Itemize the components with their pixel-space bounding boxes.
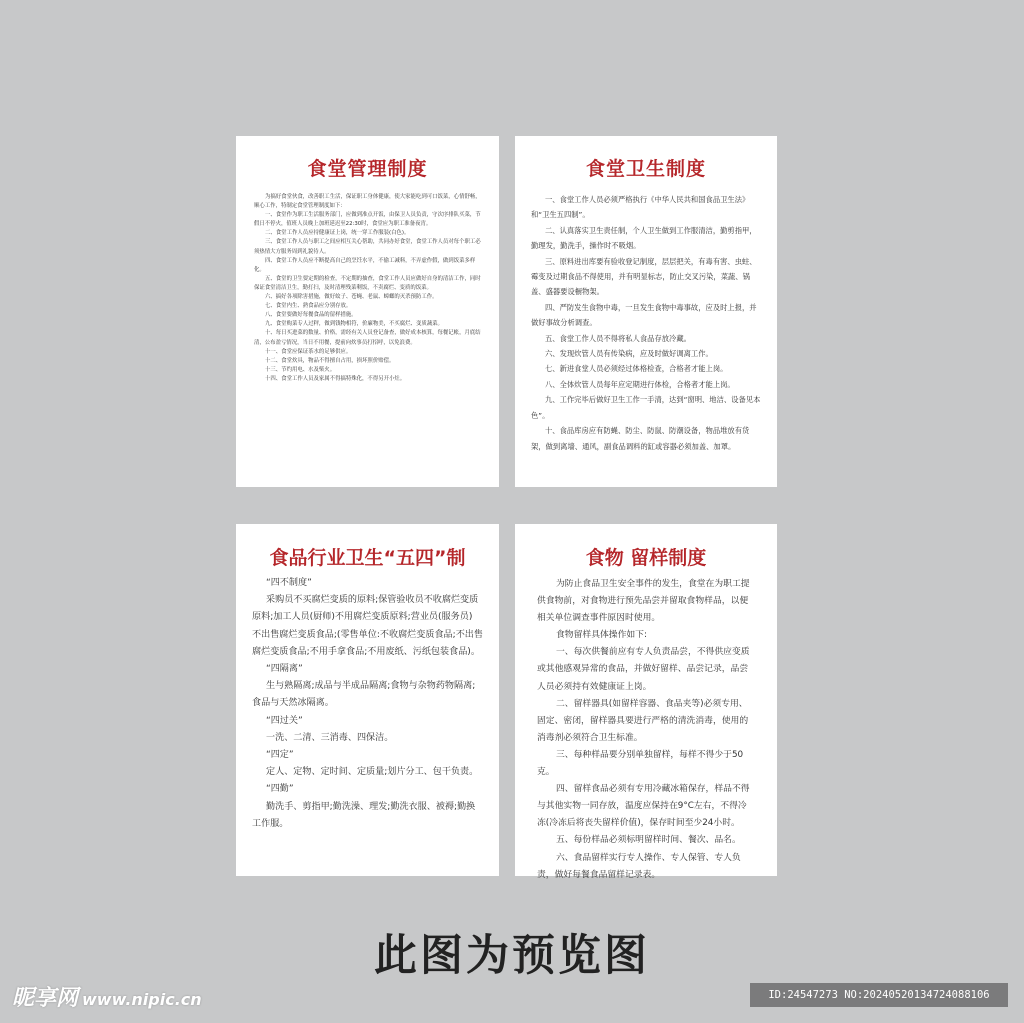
- paragraph: 九、食堂购菜专人过秤，做到钱物相符，价廉物美，不买腐烂、变质蔬菜。: [265, 321, 443, 328]
- paragraph: 十一、食堂应保证茶水的足够供应。: [265, 348, 352, 355]
- paragraph: 二、认真落实卫生责任制，个人卫生做到工作服清洁，勤剪指甲，勤理发，勤洗手，操作时不吸烟。: [531, 225, 757, 251]
- paragraph: “四不制度”: [266, 578, 312, 588]
- paragraph: 六、发现炊管人员有传染病，应及时做好调离工作。: [545, 349, 713, 359]
- paragraph: 六、食品留样实行专人操作、专人保管、专人负责，做好每餐食品留样记录表。: [537, 852, 741, 880]
- preview-caption: 此图为预览图: [374, 931, 650, 981]
- panel-food-industry-five-four: [236, 524, 499, 876]
- panel-title: 食品行业卫生“五四”制: [269, 547, 466, 569]
- panel-body: [252, 575, 483, 833]
- paragraph: 十、食品库房应有防蝇、防尘、防鼠、防潮设备，物品堆放有货架，做到离墙、通风，副食品调料的缸或容器必须加盖、加罩。: [531, 426, 750, 451]
- panel-title: 食堂卫生制度: [585, 158, 706, 180]
- panel-title: 食物 留样制度: [585, 547, 707, 569]
- paragraph: 一、食堂工作人员必须严格执行《中华人民共和国食品卫生法》和“卫生五四制”。: [531, 195, 750, 220]
- paragraph: 三、原料进出库要有验收登记制度，层层把关，有毒有害、虫蛀、霉变及过期食品不得使用，并有明显标志，防止交叉污染，菜蔬、锅盖、盛器要设橱物架。: [531, 256, 757, 297]
- paragraph: 三、每种样品要分别单独留样，每样不得少于50克。: [537, 749, 744, 778]
- paragraph: “四过关”: [266, 715, 303, 726]
- watermark-logo-text: 昵享网: [12, 986, 79, 1011]
- paragraph: 九、工作完毕后做好卫生工作一手清，达到“窗明、地洁、设备见本色”。: [531, 395, 761, 420]
- panel-canteen-hygiene: [515, 136, 777, 487]
- panel-food-sample-retention: [515, 524, 777, 880]
- paragraph: 为搞好食堂伙食，改善职工生活，保证职工身体健康，使大家能吃到可口饭菜，心情舒畅，顺心工作，特制定食堂管理制度如下：: [254, 194, 481, 210]
- paragraph: 四、严防发生食物中毒，一旦发生食物中毒事故，应及时上报，并做好事故分析调查。: [531, 302, 757, 328]
- watermark-logo: [12, 981, 202, 1012]
- paragraph: 四、留样食品必须有专用冷藏冰箱保存，样品不得与其他实物一同存放，温度应保持在9°C左右，不得冷冻(冷冻后将丧失留样价值)，保存时间至少24小时。: [537, 784, 750, 829]
- paragraph: 采购员不买腐烂变质的原料;保管验收员不收腐烂变质原料;加工人员(厨师)不用腐烂变质原料;营业员(服务员) 不出售腐烂变质食品;(零售单位:不收腐烂变质食品;不出售腐烂变质食品;不用手拿食品;不用废纸、污纸包装食品)。: [252, 595, 483, 657]
- paragraph: 定人、定物、定时间、定质量;划片分工、包干负责。: [266, 767, 479, 778]
- paragraph: 十三、节约用电、水及柴火。: [265, 366, 336, 373]
- paragraph: 一、每次供餐前应有专人负责品尝，不得供应变质或其他感观异常的食品，并做好留样、品尝记录，品尝人员必须持有效健康证上岗。: [537, 647, 750, 692]
- paragraph: 生与熟隔离;成品与半成品隔离;食物与杂物药物隔离;食品与天然冰隔离。: [252, 681, 476, 709]
- paragraph: 十四、食堂工作人员及家属不得搞特殊化，不得另开小灶。: [265, 375, 406, 382]
- paragraph: 食物留样具体操作如下:: [556, 630, 647, 641]
- panel-body: [531, 192, 761, 454]
- paragraph: 七、食堂内生、熟食品应分别存放。: [265, 303, 352, 310]
- paragraph: 勤洗手、剪指甲;勤洗澡、理发;勤洗衣服、被褥;勤换工作服。: [252, 801, 476, 829]
- paragraph: 十、每日买进菜的数量、价格，需经有关人员登记备查，做好成本核算，每餐记帐，月底结清，公布盈亏情况，当日不用餐，提前向炊事员打招呼，以免浪费。: [254, 330, 481, 346]
- paragraph: 二、留样器具(如留样容器、食品夹等)必须专用、固定、密闭，留样器具要进行严格的清洗消毒，使用的消毒剂必须符合卫生标准。: [537, 698, 749, 743]
- paragraph: 五、食堂的卫生要定期的检查，不定期的抽查，食堂工作人员应做好自身的清洁工作，同时保证食堂清洁卫生，勤打扫，及时清理残菜剩饭，不卖腐烂、变质的饭菜。: [254, 275, 481, 291]
- paragraph: 十二、食堂炊具，物品不得擅自占用，损坏照价赔偿。: [265, 357, 395, 364]
- paragraph: 八、全体炊管人员每年应定期进行体检，合格者才能上岗。: [545, 379, 735, 389]
- paragraph: 一洗、二清、三消毒、四保洁。: [266, 732, 394, 743]
- paragraph: 三、食堂工作人员与职工之间应相互关心帮助，共同办好食堂，食堂工作人员对每个职工必须热情大方服务周到礼貌待人。: [254, 239, 481, 255]
- panel-body: [537, 576, 755, 884]
- paragraph: 为防止食品卫生安全事件的发生，食堂在为职工提供食物前，对食物进行预先品尝并留取食物样品，以便相关单位调查事件原因时使用。: [537, 579, 750, 624]
- paragraph: 六、搞好各项除害措施，做好蚊子、苍蝇、老鼠、蟑螂的灭杀预防工作。: [265, 294, 438, 301]
- paragraph: 八、食堂要做好每餐食品的留样措施。: [265, 312, 357, 319]
- paragraph: 五、每份样品必须标明留样时间、餐次、品名。: [556, 835, 741, 846]
- panel-canteen-management: [236, 136, 499, 487]
- watermark-id-bar: ID:24547273 NO:20240520134724088106: [750, 983, 1008, 1007]
- paragraph: “四定”: [266, 750, 294, 761]
- paragraph: “四勤”: [266, 784, 294, 795]
- paragraph: 七、新进食堂人员必须经过体格检查，合格者才能上岗。: [545, 364, 728, 374]
- paragraph: “四隔离”: [266, 664, 303, 675]
- watermark-url: www.nipic.cn: [82, 990, 202, 1009]
- paragraph: 五、食堂工作人员不得将私人食品存放冷藏。: [545, 333, 691, 343]
- paragraph: 四、食堂工作人员应不断提高自己的烹饪水平，不偷工减料，不弄虚作假，做到饭菜多样化。: [254, 257, 476, 273]
- panel-body: [254, 193, 481, 384]
- paragraph: 二、食堂工作人员应持健康证上岗，统一穿工作服装(白色)。: [265, 230, 410, 237]
- paragraph: 一、食堂作为职工生活服务部门，应做到准点开饭，由保卫人员负责，守次序排队买菜，节假日不停火，值班人员晚上加班延迟至22:30时，食堂应为职工准备夜宵。: [254, 212, 481, 228]
- panel-title: 食堂管理制度: [307, 158, 428, 180]
